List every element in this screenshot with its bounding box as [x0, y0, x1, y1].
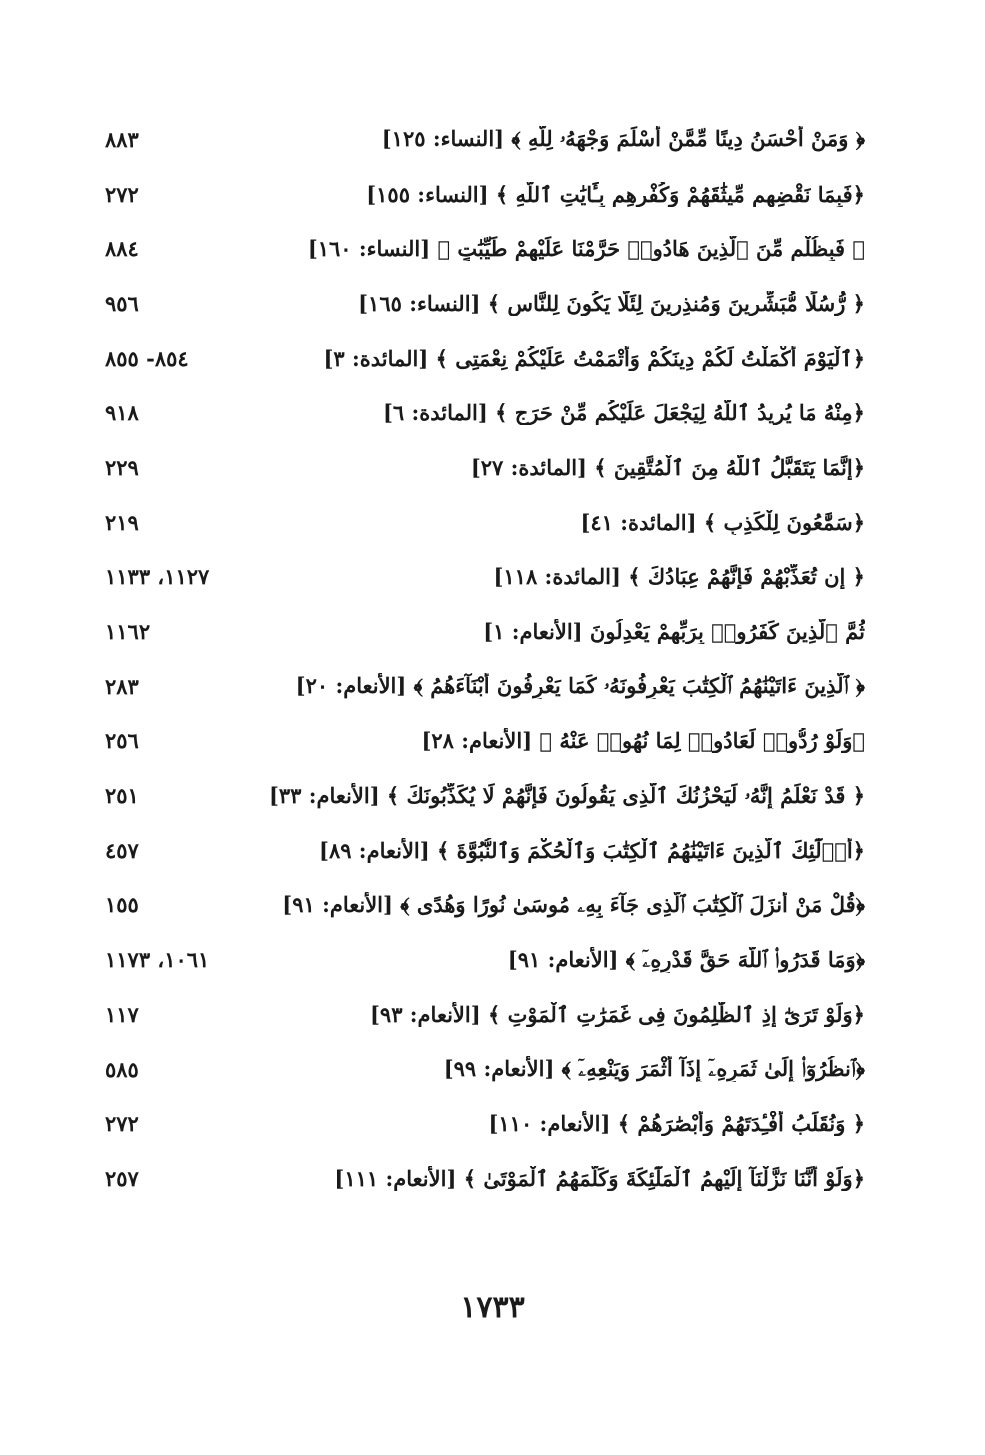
- page-reference: ١١٦٢: [105, 619, 151, 645]
- verse-text: ﴿ فَبِظُلْمٍ مِّنَ ٱلَّذِينَ هَادُوا۟ حَرَّمْنَا عَلَيْهِمْ طَيِّبَٰتٍ ﴾ [النساء: ١٦٠]: [307, 236, 865, 262]
- index-entry: [105, 659, 865, 714]
- verse-text: ﴿سَمَّٰعُونَ لِلْكَذِبِ ﴾ [المائدة: ٤١]: [580, 509, 865, 535]
- page-reference: ٢٢٩: [105, 454, 139, 480]
- verse-text: ﴿ٱنظُرُوٓا۟ إِلَىٰ ثَمَرِهِۦٓ إِذَآ أَثْمَرَ وَيَنْعِهِۦٓ ﴾ [الأنعام: ٩٩]: [443, 1056, 865, 1082]
- index-entry: [105, 604, 865, 659]
- page-reference: ٢٥١: [105, 783, 139, 809]
- index-entry: [105, 112, 865, 167]
- verse-text: ﴿ قَدْ نَعْلَمُ إِنَّهُۥ لَيَحْزُنُكَ ٱلَّذِى يَقُولُونَ فَإِنَّهُمْ لَا يُكَذِّبُونَكَ ﴾ [الأنعام: ٣٣]: [268, 782, 865, 808]
- index-entry: [105, 878, 865, 933]
- page-reference: ٢٥٦: [105, 728, 139, 754]
- verse-text: ثُمَّ ٱلَّذِينَ كَفَرُوا۟ بِرَبِّهِمْ يَعْدِلُونَ [الأنعام: ١]: [483, 619, 865, 645]
- verse-text: ﴿ وَمَنْ أَحْسَنُ دِينًا مِّمَّنْ أَسْلَمَ وَجْهَهُۥ لِلَّهِ ﴾ [النساء: ١٢٥]: [381, 126, 865, 152]
- verse-text: ﴿أُو۟لَٰٓئِكَ ٱلَّذِينَ ءَاتَيْنَٰهُمُ ٱلْكِتَٰبَ وَٱلْحُكْمَ وَٱلنُّبُوَّةَ ﴾ [الأنعام: ٨٩]: [319, 837, 865, 863]
- page-reference: ٢٧٢: [105, 181, 139, 207]
- verse-text: ﴿مِنْهُ مَا يُرِيدُ ٱللَّهُ لِيَجْعَلَ عَلَيْكُم مِّنْ حَرَجٍ ﴾ [المائدة: ٦]: [382, 400, 865, 426]
- verse-text: ﴿وَلَوْ تَرَىٰٓ إِذِ ٱلظَّٰلِمُونَ فِى غَمَرَٰتِ ٱلْمَوْتِ ﴾ [الأنعام: ٩٣]: [369, 1001, 865, 1027]
- verse-index-list: [105, 112, 865, 1206]
- verse-text: ﴿فَبِمَا نَقْضِهِم مِّيثَٰقَهُمْ وَكُفْرِهِم بِـَٔايَٰتِ ٱللَّهِ ﴾ [النساء: ١٥٥]: [366, 181, 865, 207]
- verse-text: ﴿وَلَوْ أَنَّنَا نَزَّلْنَآ إِلَيْهِمُ ٱلْمَلَٰٓئِكَةَ وَكَلَّمَهُمُ ٱلْمَوْتَىٰ ﴾ [الأنعام: ١١١]: [334, 1165, 865, 1191]
- index-entry: [105, 331, 865, 386]
- page-reference: ١١٢٧، ١١٣٣: [105, 564, 210, 590]
- page-reference: ٢١٩: [105, 509, 139, 535]
- index-entry: [105, 495, 865, 550]
- page-reference: ٨٨٤: [105, 236, 139, 262]
- verse-text: ﴿ إِن تُعَذِّبْهُمْ فَإِنَّهُمْ عِبَادُكَ ﴾ [المائدة: ١١٨]: [493, 564, 865, 590]
- verse-text: ﴿ وَنُقَلِّبُ أَفْـِٔدَتَهُمْ وَأَبْصَٰرَهُمْ ﴾ [الأنعام: ١١٠]: [488, 1111, 865, 1137]
- page-reference: ١١٧: [105, 1001, 139, 1027]
- page-reference: ٢٧٢: [105, 1111, 139, 1137]
- index-entry: [105, 276, 865, 331]
- page-reference: ٩١٨: [105, 400, 139, 426]
- page-number: ١٧٣٣: [460, 1290, 525, 1325]
- page-reference: ٥٨٥: [105, 1056, 139, 1082]
- index-entry: [105, 1042, 865, 1097]
- verse-text: ﴿وَمَا قَدَرُوا۟ ٱللَّهَ حَقَّ قَدْرِهِۦٓ ﴾ [الأنعام: ٩١]: [507, 946, 865, 972]
- verse-text: ﴿ٱلْيَوْمَ أَكْمَلْتُ لَكُمْ دِينَكُمْ وَأَتْمَمْتُ عَلَيْكُمْ نِعْمَتِى ﴾ [المائدة: ٣]: [323, 345, 865, 371]
- page-reference: ٩٥٦: [105, 290, 139, 316]
- page-reference: ١٠٦١، ١١٧٣: [105, 947, 210, 973]
- verse-text: ﴿إِنَّمَا يَتَقَبَّلُ ٱللَّهُ مِنَ ٱلْمُتَّقِينَ ﴾ [المائدة: ٢٧]: [470, 454, 865, 480]
- verse-text: ﴿ ٱلَّذِينَ ءَاتَيْنَٰهُمُ ٱلْكِتَٰبَ يَعْرِفُونَهُۥ كَمَا يَعْرِفُونَ أَبْنَآءَهُمُ ﴾ [الأنعام: ٢٠]: [295, 673, 865, 699]
- page-reference: ٤٥٧: [105, 837, 139, 863]
- index-entry: [105, 1096, 865, 1151]
- index-entry: [105, 1151, 865, 1206]
- index-entry: [105, 823, 865, 878]
- verse-text: ﴿قُلْ مَنْ أَنزَلَ ٱلْكِتَٰبَ ٱلَّذِى جَآءَ بِهِۦ مُوسَىٰ نُورًا وَهُدًى ﴾ [الأنعام: ٩١]: [282, 891, 865, 917]
- index-entry: [105, 440, 865, 495]
- index-entry: [105, 550, 865, 605]
- page-reference: ٢٨٣: [105, 673, 139, 699]
- index-entry: [105, 714, 865, 769]
- page-reference: ٨٨٣: [105, 126, 139, 152]
- index-entry: [105, 987, 865, 1042]
- page-reference: ٢٥٧: [105, 1165, 139, 1191]
- index-entry: [105, 167, 865, 222]
- index-entry: [105, 932, 865, 987]
- page-reference: ٨٥٤- ٨٥٥: [105, 345, 189, 371]
- verse-text: ﴿ رُّسُلًا مُّبَشِّرِينَ وَمُنذِرِينَ لِئَلَّا يَكُونَ لِلنَّاسِ ﴾ [النساء: ١٦٥]: [358, 290, 865, 316]
- verse-text: ﴿وَلَوْ رُدُّوا۟ لَعَادُوا۟ لِمَا نُهُوا۟ عَنْهُ ﴾ [الأنعام: ٢٨]: [421, 728, 865, 754]
- index-entry: [105, 221, 865, 276]
- index-entry: [105, 768, 865, 823]
- index-entry: [105, 385, 865, 440]
- page-reference: ١٥٥: [105, 892, 139, 918]
